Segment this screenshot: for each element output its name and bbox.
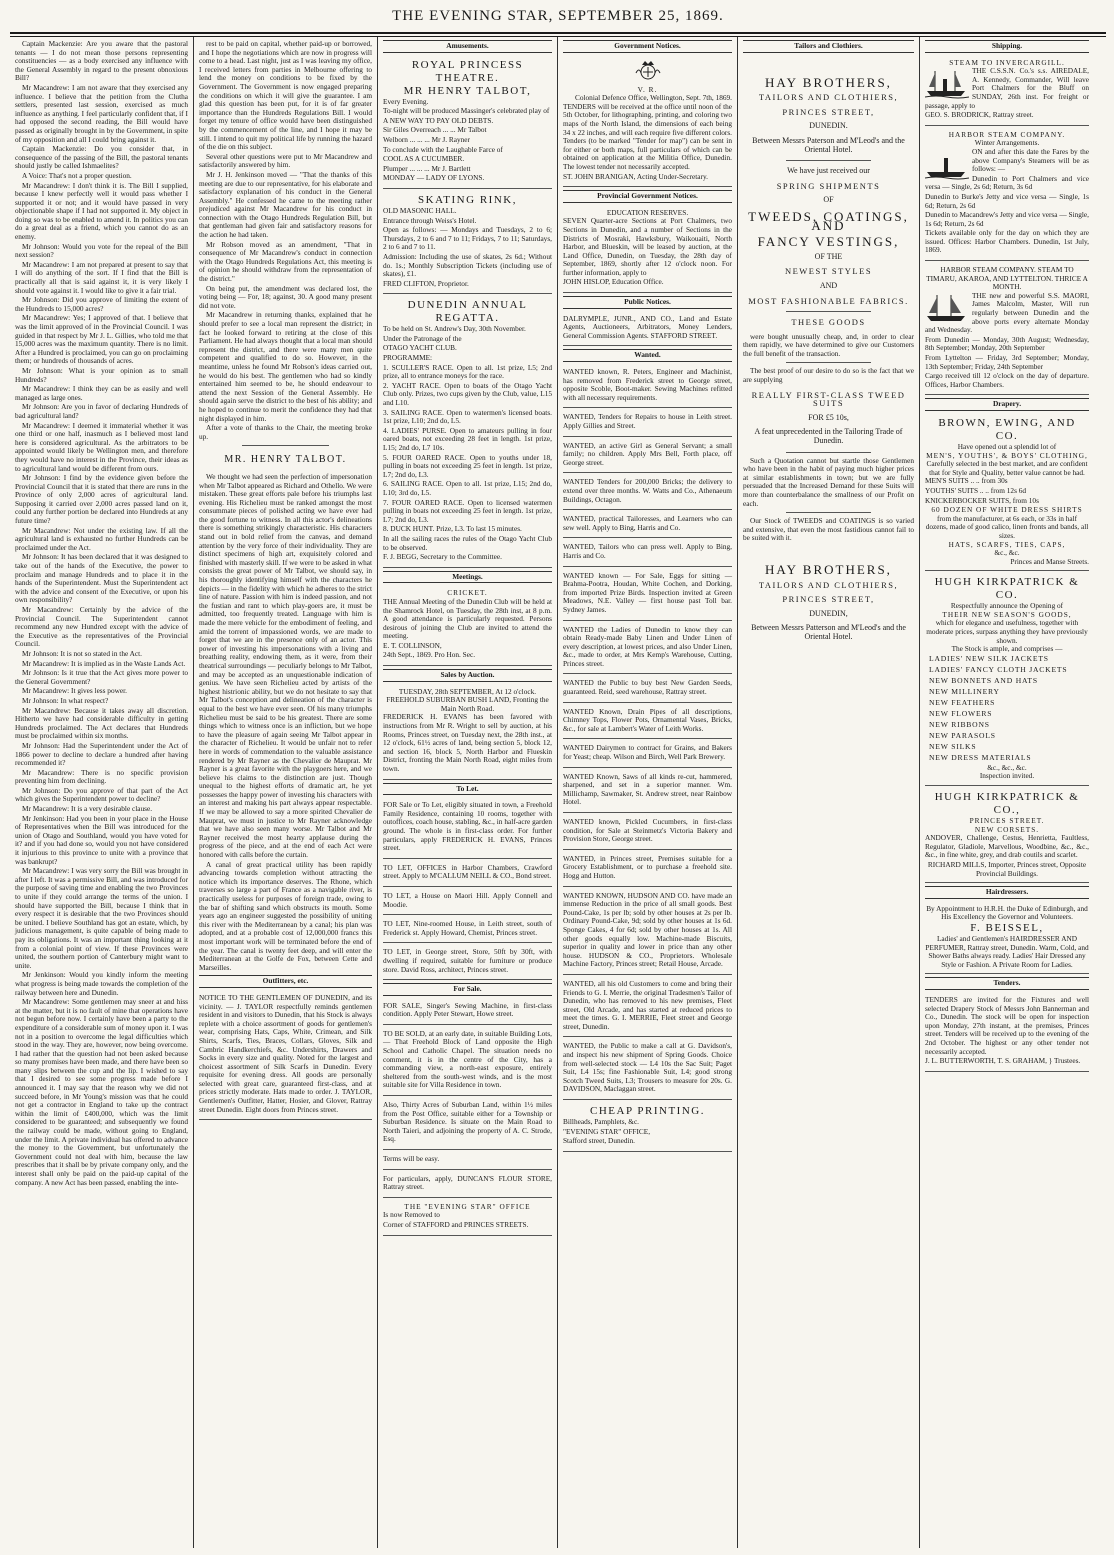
report-paragraph: Mr Macandrew: Not under the existing law. If all the agricultural land is exhausted no further Hundreds can be proclaimed under the Act. xyxy=(15,525,188,552)
goods-item: NEW DRESS MATERIALS xyxy=(929,752,1032,762)
wanted-ads xyxy=(563,366,732,1100)
print-lines xyxy=(563,1118,732,1146)
wanted-ad-text: WANTED Dairymen to contract for Grains, and Bakers for Yeast; cheap. Wilson and Birch, Well Park Brewery. xyxy=(563,743,732,762)
bought-text: were bought unusually cheap, and, in order to clear them rapidly, we have determined to give our Customers the full benefit of the transaction. xyxy=(743,331,914,358)
report-paragraph: After a vote of thanks to the Chair, the meeting broke up. xyxy=(199,423,372,441)
report-paragraph: Mr Johnson: It has been declared that it was designed to take out of the hands of the Executive, the power to proclaim and manage Hundreds and to place it in the hands of the Superintendent. Must the Superintendent act with the advice and consent of the Executive, or upon his own responsibility? xyxy=(15,552,188,605)
wanted-ad-text: WANTED, practical Tailoresses, and Learners who can sew well. Apply to Bing, Harris and Co. xyxy=(563,514,732,532)
brown-hats: HATS, SCARFS, TIES, CAPS, xyxy=(948,539,1066,549)
ad-auction xyxy=(383,686,552,780)
hugh-inspection: Inspection invited. xyxy=(979,771,1035,781)
regatta-line: To be held on St. Andrew's Day, 30th November. xyxy=(383,324,526,334)
goods-item: NEW FEATHERS xyxy=(929,697,996,707)
wanted-ad xyxy=(563,366,732,408)
ad-harbor-steam xyxy=(925,129,1089,261)
regatta-item: 5. FOUR OARED RACE. Open to youths under 18, pulling in boats not exceeding 25 feet in length. 1st prize, L7; 2nd do, L3. xyxy=(383,452,552,479)
hugh-body-2: which for elegance and usefulness, together with moderate prices, surpass anything they have previously shown. xyxy=(926,618,1088,645)
to-let-ad-text: TO LET, Nine-roomed House, in Leith street, south of Frederick st. Apply Howard, Chemist, Princes street. xyxy=(383,919,552,937)
price-line: KNICKERBOCKER SUITS, from 10s xyxy=(925,495,1039,505)
tenders-signature: J. L. BUTTERWORTH, T. S. GRAHAM, } Trustees. xyxy=(925,1056,1081,1066)
wanted-ad-text: WANTED, Tenders for Repairs to house in Leith street. Apply Gillies and Street. xyxy=(563,412,732,430)
hugh-body: Respectfully announce the Opening of xyxy=(950,601,1064,611)
brown-prices xyxy=(925,477,1089,505)
report-paragraph: Mr Johnson: Are you in favor of declaring Hundreds of bad agricultural land? xyxy=(15,402,188,420)
brown-address: Princes and Manse Streets. xyxy=(1010,556,1089,566)
hugh2-street: PRINCES STREET. xyxy=(969,816,1045,826)
gov-vr: V. R. xyxy=(637,84,658,94)
ad-cricket xyxy=(383,587,552,666)
wanted-ad xyxy=(563,541,732,566)
column-4 xyxy=(558,37,738,1548)
columns xyxy=(10,36,1106,1548)
proof-text: The best proof of our desire to do so is the fact that we are supplying xyxy=(743,366,914,385)
ad-invercargill xyxy=(925,57,1089,126)
wanted-ad xyxy=(563,570,732,621)
goods-item: NEW FLOWERS xyxy=(929,708,993,718)
section-outfitters: Outfitters, etc. xyxy=(199,975,372,988)
section-amusements: Amusements. xyxy=(383,40,552,53)
brown-shirts: 60 DOZEN OF WHITE DRESS SHIRTS xyxy=(931,505,1083,515)
star-lines xyxy=(383,1211,552,1229)
star-line: Is now Removed to xyxy=(383,1210,440,1220)
wanted-ad xyxy=(563,1040,732,1100)
wanted-ad xyxy=(563,677,732,702)
to-let-ad xyxy=(383,890,552,915)
report-paragraph: Mr Johnson: What is your opinion as to small Hundreds? xyxy=(15,365,188,384)
report-paragraph: Mr Macandrew: It is a very desirable clause. xyxy=(22,804,153,814)
to-let-ads xyxy=(383,799,552,980)
for-sale-ad xyxy=(383,1000,552,1025)
firm-city: DUNEDIN. xyxy=(809,121,848,131)
brown-body: Have opened out a splendid lot of xyxy=(957,441,1057,451)
steamship-icon xyxy=(925,67,969,99)
wanted-ad xyxy=(563,624,732,675)
ad-kirkpatrick xyxy=(925,574,1089,786)
hugh-goods: THEIR NEW SEASON'S GOODS, xyxy=(942,609,1072,619)
print-line: Billheads, Pamphlets, &c. xyxy=(563,1117,640,1127)
hair-name: F. BEISSEL, xyxy=(970,921,1044,934)
rink-title: SKATING RINK, xyxy=(418,193,517,206)
of-label: OF xyxy=(823,195,834,205)
wanted-ad-text: WANTED, the Public to make a call at G. Davidson's, and inspect his new shipment of Spring Goods. Choice from well-selected stock — L4 10s the Sac Suit; Paget Suit, L4 15s; fine Fashionable Suit, L4; good strong Scotch Tweed Suits, L3; Trousers to measure for 20s. G. DAVIDSON, Maclaggan street. xyxy=(563,1041,732,1094)
schedule-line: From Dunedin — Monday, 30th August; Wednesday, 8th September; Monday, 20th September xyxy=(925,334,1089,353)
public-body: DALRYMPLE, JUNR., AND CO., Land and Estate Agents, Auctioneers, Arbitrators, Money Lenders, General Commission Agents. STAFFORD STREET. xyxy=(563,313,732,340)
divider xyxy=(786,512,872,513)
theatre-title: ROYAL PRINCESS THEATRE. xyxy=(411,58,524,84)
goods-item: NEW SILKS xyxy=(929,741,977,751)
timaru-schedule xyxy=(925,336,1089,371)
to-let-ad-text: TO LET, OFFICES in Harbor Chambers, Crawford street. Apply to M'CALLUM NEILL & CO., Bond street. xyxy=(383,862,552,881)
report-continued xyxy=(199,40,372,441)
goods-item: NEW MILLINERY xyxy=(929,686,1000,696)
theatre-line: MONDAY — LADY OF LYONS. xyxy=(383,173,485,183)
regatta-item: 7. FOUR OARED RACE. Open to licensed watermen pulling in boats not exceeding 25 feet in length. 1st prize, L7; 2nd do, L3. xyxy=(383,497,552,524)
wanted-ad-text: WANTED known, R. Peters, Engineer and Machinist, has removed from Frederick street to George street, opposite Scoble, Boot-maker. Sewing Machines refitted with all necessary requirements. xyxy=(563,367,732,402)
report-paragraph: Mr Macandrew: It is implied as in the Waste Lands Act. xyxy=(22,658,186,668)
firm-street: PRINCES STREET, xyxy=(782,106,875,117)
divider xyxy=(242,445,329,446)
wanted-ad xyxy=(563,411,732,436)
report-paragraph: Mr J. H. Jenkinson moved — "That the thanks of this meeting are due to our representative, for his elaborate and satisfactory explanation of his conduct in the General Assembly." He confessed he came to the meeting rather prejudiced against Mr Macandrew for his conduct in connection with the Otago Hundreds Regulation Bill, but that gentleman had given fair and satisfactory reasons for the action he had taken. xyxy=(199,169,372,240)
brown-body-3: from the manufacturer, at 6s each, or 33s in half dozens, made of good calico, linen fronts and bands, all sizes. xyxy=(925,513,1089,540)
wanted-ad-text: WANTED, an active Girl as General Servant; a small family; no children. Apply Mrs Bell, Forth place, off George street. xyxy=(563,440,732,467)
vestings-line: FANCY VESTINGS, xyxy=(757,234,900,250)
report-paragraph: A Voice: That's not a proper question. xyxy=(22,170,132,180)
section-hairdressers: Hairdressers. xyxy=(925,886,1089,899)
to-let-ad xyxy=(383,799,552,859)
fare-line: Dunedin to Macandrew's Jetty and vice versa — Single, 1s 6d; Return, 2s 6d xyxy=(925,210,1089,228)
firm-name-2: HAY BROTHERS, xyxy=(765,561,892,577)
section-government: Government Notices. xyxy=(563,40,732,53)
to-let-ad xyxy=(383,862,552,887)
gov-office: Colonial Defence Office, Wellington, Sept. 7th, 1869. xyxy=(574,93,732,103)
report-paragraph: Mr Johnson: It is not so stated in the Act. xyxy=(22,648,142,658)
hugh-stock: The Stock is ample, and comprises — xyxy=(951,644,1063,654)
for-sale-ad xyxy=(383,1153,552,1170)
wanted-ad xyxy=(563,771,732,813)
report-paragraph: Mr Johnson: Had the Superintendent under the Act of 1866 power to decline to declare a hundred after having recommended it? xyxy=(15,740,188,768)
rink-line: Entrance through Weiss's Hotel. xyxy=(383,215,477,225)
feat-text: A feat unprecedented in the Tailoring Trade of Dunedin. xyxy=(754,427,903,446)
regatta-item: 3. SAILING RACE. Open to watermen's licensed boats. 1st prize, L10; 2nd do, L5. xyxy=(383,407,552,426)
report-paragraph: Mr Johnson: Do you approve of that part of the Act which gives the Superintendent power to decline? xyxy=(15,785,188,804)
timaru-body: THE new and powerful S.S. MAORI, James Malcolm, Master, Will run regularly between Dunedin and the above ports every alternate Monday and Wednesday. xyxy=(925,290,1089,335)
hugh-title: HUGH KIRKPATRICK & CO. xyxy=(934,576,1080,602)
prov-title: EDUCATION RESERVES. xyxy=(606,207,689,217)
goods-item: NEW RIBBONS xyxy=(929,719,990,729)
wanted-ad xyxy=(563,706,732,740)
for-sale-ad-text: Also, Thirty Acres of Suburban Land, within 1½ miles from the Post Office, suitable either for a Township or Suburban Residence. Is situate on the Main Road to North Taieri, and adjoining the property of A. C. Strode, Esq. xyxy=(383,1100,552,1144)
ad-kirkpatrick-corsets xyxy=(925,789,1089,883)
firm-between-2: Between Messrs Patterson and M'Leod's and the Oriental Hotel. xyxy=(751,623,906,641)
report-paragraph: Several other questions were put to Mr Macandrew and satisfactorily answered by him. xyxy=(199,151,372,170)
cricket-body: THE Annual Meeting of the Dunedin Club will be held at the Shamrock Hotel, on Tuesday, the 28th inst, at 8 p.m. A good attendance is particularly requested. Persons desirous of joining the Club are invited to attend the meeting. xyxy=(383,596,552,641)
steamship-icon xyxy=(925,148,969,180)
report-paragraph: Mr Macandrew in returning thanks, explained that he should prefer to see a local man represent the district; in fact he looked forward to retiring at the close of this Parliament. He had always thought that a local man should represent the district, and there were many men quite competent and qualified to do so. However, in the meantime, unless he found Mr Robson's ideas carried out, he would do his best. The gentlemen who had so kindly entertained him seemed to be, he should endeavour to attend the next Session of the General Assembly. He should again serve the district to the best of his ability; and he hoped to continue to merit the confidence they had that night displayed in him. xyxy=(199,310,372,423)
gov-body: TENDERS will be received at the office until noon of the 5th October, for lithographing, printing, and coloring two maps of the North Island, the dimensions of each being 34 x 22 inches, and will each require five different colors. Tenders (to be marked "Tender for map") can be sent in for either or both maps, full particulars of which can be obtained on application at the Militia Office, Dunedin. The lowest tender not necessarily accepted. xyxy=(563,101,732,171)
cricket-title: CRICKET. xyxy=(447,588,488,598)
wanted-ad-text: WANTED, Tailors who can press well. Apply to Bing, Harris and Co. xyxy=(563,542,732,560)
section-for-sale: For Sale. xyxy=(383,983,552,996)
wanted-ad xyxy=(563,978,732,1038)
theatre-line: Every Evening. xyxy=(383,96,429,106)
to-let-ad xyxy=(383,946,552,980)
report-paragraph: Mr Johnson: I find by the evidence given before the Provincial Council that it is stated that there are runs in the Province of only 2,000 acres of agricultural land. Supposing it carried over 2,000 acres passed land on it, could any further portion be declared into Hundreds at any future time? xyxy=(15,473,188,526)
section-meetings: Meetings. xyxy=(383,571,552,584)
firm-trade-2: TAILORS AND CLOTHIERS, xyxy=(758,579,899,590)
report-paragraph: Mr Johnson: In what respect? xyxy=(22,695,109,705)
ad-tenders xyxy=(925,994,1089,1072)
regatta-item: 8. DUCK HUNT. Prize, L3. To last 15 minutes. xyxy=(383,524,522,534)
theatre-line: Sir Giles Overreach ... ... Mr Talbot xyxy=(383,125,487,135)
suit-price: FOR £5 10s, xyxy=(808,412,849,422)
auction-heading: FREEHOLD SUBURBAN BUSH LAND, Fronting the Main North Road. xyxy=(386,695,549,713)
report-paragraph: Mr Johnson: Would you vote for the repeal of the Bill next session? xyxy=(15,241,188,260)
firm-city-2: DUNEDIN, xyxy=(809,608,848,618)
rink-lines xyxy=(383,207,552,288)
goods-item: NEW BONNETS AND HATS xyxy=(929,675,1038,685)
section-tenders: Tenders. xyxy=(925,977,1089,990)
regatta-item: 4. LADIES' PURSE. Open to amateurs pulling in four oared boats, not exceeding 28 feet in length. 1st prize, L15; 2nd do, L7 10s. xyxy=(383,425,552,452)
prov-signature: JOHN HISLOP, Education Office. xyxy=(563,277,664,287)
hugh-etc: &c., &c., &c. xyxy=(987,762,1027,772)
to-let-ad xyxy=(383,918,552,943)
regatta-foot: In all the sailing races the rules of the Otago Yacht Club to be observed. xyxy=(383,533,552,552)
report-paragraph: rest to be paid on capital, whether paid-up or borrowed, and I hope the negotiations which are now in progress will come to a head. Last night, just as I was leaving my office, I received letters from parties in Melbourne offering to lend the money on conditions to be fixed by the Government. The Government is now engaged preparing the conditions on which it will give the guarantee. I am glad this question has been put, for it is of far greater importance than the Hundreds Regulations Bill. I would forget my tenure of office would have been distinguished by the commencement of the line, and I hope it may be still. I intend to quit my political life by running the hazard of the die on this subject. xyxy=(199,39,372,152)
wanted-ad xyxy=(563,513,732,538)
report-paragraph: Mr Jenkinson: Had you been in your place in the House of Representatives when the Bill was introduced for the union of Otago and Southland, would you have voted for it? and if you had done so, would you not have considered it injurious to this province to unite with a province that was bankrupt? xyxy=(15,813,188,866)
brown-title: BROWN, EWING, AND CO. xyxy=(938,416,1076,442)
rink-line: Admission: Including the use of skates, 2s 6d.; Without do. 1s.; Monthly Subscription Tickets (including use of skates), £1. xyxy=(383,251,552,279)
to-let-ad-text: TO LET, a House on Maori Hill. Apply Connell and Moodie. xyxy=(383,890,552,909)
wanted-ad xyxy=(563,890,732,975)
wanted-ad xyxy=(563,742,732,767)
these-goods: THESE GOODS xyxy=(791,317,866,328)
inv-signature: GEO. S. BRODRICK, Rattray street. xyxy=(925,110,1034,120)
regatta-line: Under the Patronage of the xyxy=(383,333,462,343)
report-paragraph: Mr Macandrew: It gives less power. xyxy=(22,686,127,696)
wanted-ad xyxy=(563,476,732,510)
report-paragraph: Mr Macandrew: Yes; I approved of that. I believe that was the limit approved of in the Provincial Council. I was guided in that respect by Mr J. L. Gillies, who told me that 15,000 acres was the maximum quantity. There is no limit. After a Hundred is proclaimed, you can go on proclaiming them; or hundreds of thousands of acres. xyxy=(15,313,188,366)
report-paragraph: On being put, the amendment was declared lost, the voting being — For, 18; against, 30. A good many present did not vote. xyxy=(199,283,372,310)
for-sale-ad xyxy=(383,1028,552,1096)
fare-line: Dunedin to Burke's Jetty and vice versa — Single, 1s 6d; Return, 2s 6d xyxy=(925,191,1089,210)
for-sale-ad-text: TO BE SOLD, at an early date, in suitable Building Lots, — That Freehold Block of Land opposite the High School and Catholic Chapel. The situation needs no comment, it is in the centre of the City, has a commanding view, a north-east exposure, entirely sheltered from the south-west winds, and is the most suitable site for Villa Residence in town. xyxy=(383,1028,552,1090)
theatre-line: To conclude with the Laughable Farce of xyxy=(383,144,503,154)
hair-appointment: By Appointment to H.R.H. the Duke of Edinburgh, and His Excellency the Governor and Volunteers. xyxy=(926,903,1088,922)
cricket-signature: E. T. COLLINSON, xyxy=(383,640,442,650)
section-provincial: Provincial Government Notices. xyxy=(563,190,732,203)
column-3 xyxy=(378,37,558,1548)
firm-trade: TAILORS AND CLOTHIERS, xyxy=(758,92,899,103)
ad-beissel xyxy=(925,903,1089,975)
for-sale-ads xyxy=(383,1000,552,1198)
section-public-notices: Public Notices. xyxy=(563,296,732,309)
column-5-hay-brothers xyxy=(738,37,920,1548)
theatre-line: COOL AS A CUCUMBER. xyxy=(383,154,465,164)
regatta-title: DUNEDIN ANNUAL REGATTA. xyxy=(407,299,528,325)
firm-street-2: PRINCES STREET, xyxy=(782,594,875,605)
tweed-suits: REALLY FIRST-CLASS TWEED SUITS xyxy=(751,389,906,409)
ad-theatre xyxy=(383,57,552,189)
fare-line: Dunedin to Port Chalmers and vice versa — Single, 2s 6d; Return, 3s 6d xyxy=(925,173,1089,192)
report-paragraph: Mr Macandrew: Certainly by the advice of the Provincial Council. The Superintendent cannot recommend any new Hundred except with the advice of the Executive as the representatives of the Provincial Council. xyxy=(15,605,188,649)
prov-body: SEVEN Quarter-acre Sections at Port Chalmers, two Sections in Dunedin, and a number of Sections in the Districts of Mosraki, Hawksbury, Waikouaiti, North Harbor, and Blueskin, will be leased by auction, at the Land Office, Dunedin, on Tuesday, the 28th day of September, 1869, shortly after 12 o'clock noon. For further information, apply to xyxy=(563,216,732,277)
ad-evening-star-office xyxy=(383,1201,552,1236)
column-6 xyxy=(920,37,1094,1548)
royal-crest-icon xyxy=(633,59,663,83)
corsets-title: NEW CORSETS. xyxy=(974,824,1040,834)
report-paragraphs xyxy=(15,40,188,1187)
theatre-line: A NEW WAY TO PAY OLD DEBTS. xyxy=(383,115,494,125)
goods-item: LADIES' NEW SILK JACKETS xyxy=(929,653,1049,663)
talbot-article xyxy=(199,473,372,972)
firm-name: HAY BROTHERS, xyxy=(765,74,892,90)
wanted-ad-text: WANTED Tenders for 200,000 Bricks; the delivery to extend over three months. W. Watts and Co., Athenaeum Buildings, Octagon. xyxy=(563,477,732,504)
report-paragraph: Mr Macandrew: I am not aware that they exercised any influence. I believe that the petition from the Clutha settlers, presented last session, exercised as much influence as anything. I feel particularly confident that, if I had opposed the second reading, the Bill would have passed as originally brought in by the Government, in spite of my opposition and all I could bring against it. xyxy=(15,82,188,144)
regatta-programme xyxy=(383,364,552,534)
report-paragraph: Mr Macandrew: I think they can be as easily and well managed as large ones. xyxy=(15,384,188,402)
report-paragraph: Mr Robson moved as an amendment, "That in consequence of Mr Macandrew's conduct in connection with the Otago Hundreds Regulations Act, this meeting is of opinion he should withdraw from the representation of the district." xyxy=(199,239,372,284)
hair-body: Ladies' and Gentlemen's HAIRDRESSER AND PERFUMER, Rattray street, Dunedin. Warm, Cold, and Shower Baths always ready. Ladies' Hair Dressed any Style or Fashion. A Private Room for Ladies. xyxy=(925,933,1089,969)
quote-text: Such a Quotation cannot but startle those Gentlemen who have been in the habit of paying much higher prices at similar establishments in town; but we are fully persuaded that the Increased Demand for these Suits will more than counterbalance the smallness of our Profit on each. xyxy=(743,455,914,508)
received-line: We have just received our xyxy=(787,166,870,176)
divider xyxy=(786,160,872,161)
talbot-heading: MR. HENRY TALBOT. xyxy=(224,454,347,466)
timaru-title: HARBOR STEAM COMPANY. STEAM TO TIMARU, AKAROA, AND LYTTELTON. THRICE A MONTH. xyxy=(926,265,1088,292)
ad-brown-ewing xyxy=(925,415,1089,571)
price-line: YOUTHS' SUITS .. .. from 12s 6d xyxy=(925,485,1027,495)
regatta-item: 6. SAILING RACE. Open to all. 1st prize, L15; 2nd do, L10; 3rd do, L5. xyxy=(383,479,552,497)
regatta-lines xyxy=(383,325,552,362)
for-sale-ad xyxy=(383,1173,552,1198)
inv-title: STEAM TO INVERCARGILL. xyxy=(949,57,1065,67)
theatre-lines xyxy=(383,98,552,183)
ad-dalrymple xyxy=(563,313,732,347)
harbor-title: HARBOR STEAM COMPANY. xyxy=(948,129,1066,139)
schedule-line: From Lyttelton — Friday, 3rd September; Monday, 13th September; Friday, 24th September xyxy=(925,353,1089,371)
wanted-ad-text: WANTED known — For Sale, Eggs for sitting — Brahma-Pootra, Houdan, White Cochen, and Dorking, from imported Prize Birds. Inspection invited at Green Meadows, N.E. Valley — first house past Toll bar. Sydney James. xyxy=(563,570,732,614)
harbor-sub: Winter Arrangements. xyxy=(974,138,1040,148)
for-sale-ad xyxy=(383,1099,552,1150)
newest-styles: NEWEST STYLES xyxy=(784,266,873,277)
section-to-let: To Let. xyxy=(383,783,552,796)
tenders-body: TENDERS are invited for the Fixtures and well selected Drapery Stock of Messrs John Bannerman and Co., Dunedin. The stock will be open for inspection upon Monday, 27th instant, at the premises, Princes street. Tenders will be received up to the evening of the 2nd October. The highest or any other tender not necessarily accepted. xyxy=(925,994,1089,1056)
section-tailors: Tailors and Clothiers. xyxy=(743,40,914,53)
ad-taylor-outfitter xyxy=(199,992,372,1120)
wanted-ad-text: WANTED the Ladies of Dunedin to know they can obtain Ready-made Baby Linen and Under Linen of every description, at lowest prices, and also Under Linen, &c., made to order, at Mrs Kemp's Warehouse, Cutting, Princes street. xyxy=(563,624,732,668)
report-paragraph: Mr Macandrew: I deemed it immaterial whether it was one third or one half, inasmuch as I believed most land here is considered agricultural. As the arbitrators to be appointed would likely be Wellington men, and therefore they would have no interest in the Province, their ideas as to agricultural land would be different from ours. xyxy=(15,420,188,473)
to-let-ad-text: TO LET, in George street, Store, 50ft by 30ft, with dwelling if required, suitable for furniture or produce store. David Ross, architect, Princes street. xyxy=(383,947,552,974)
price-line: MEN'S SUITS .. .. from 30s xyxy=(925,476,1008,486)
rink-line: Open as follows: — Mondays and Tuesdays, 2 to 6; Thursdays, 2 to 6 and 7 to 11; Fridays, 7 to 11; Saturdays, 2 to 6 and 7 to 11. xyxy=(383,225,552,252)
and-label: AND xyxy=(819,280,838,290)
spring-shipments: SPRING SHIPMENTS xyxy=(776,180,881,191)
ad-text: NOTICE TO THE GENTLEMEN OF DUNEDIN, and its vicinity. — J. TAYLOR respectfully reminds gentlemen resident in and visitors to Dunedin, that his Stock is always replete with a choice assortment of goods for gentlemen's wear, comprising Hats, Caps, White, Crimean, and Silk Shirts, Scarfs, Ties, Braces, Collars, Gloves, Silk and Cambric Handkerchiefs, &c. Undershirts, Drawers and Socks in every size and quality. Noted for the largest and choicest assortment of Silk Scarfs in Dunedin. Every requisite for evening dress. All goods are personally selected with great care, guaranteed first-class, and at prices strictly moderate. Hats made to order. J. TAYLOR, Gentlemen's Outfitter, Hatter, Hosier, and Glover, Rattray street Dunedin. Eight doors from Princes street. xyxy=(199,992,372,1114)
regatta-line: PROGRAMME: xyxy=(383,353,433,363)
tweeds-line: TWEEDS, COATINGS, AND xyxy=(748,208,909,233)
regatta-signature: F. J. BEGG, Secretary to the Committee. xyxy=(383,552,502,562)
timaru-foot: Cargo received till 12 o'clock on the day of departure. Offices, Harbor Chambers. xyxy=(925,371,1089,389)
ad-cheap-printing xyxy=(563,1103,732,1152)
corsets-signature: RICHARD MILLS, Importer, Princes street, Opposite Provincial Buildings. xyxy=(927,860,1087,878)
report-paragraph: Mr Macandrew: I am not prepared at present to say that I will do anything of the sort. If I find that the Bill is practically all that is said against it, it is very likely I should vote against it. I would like to give it a fair trial. xyxy=(15,259,188,295)
goods-item: LADIES' FANCY CLOTH JACKETS xyxy=(929,664,1068,674)
wanted-ad-text: WANTED Known, Drain Pipes of all descriptions, Chimney Tops, Flower Pots, Ornamental Vases, Bricks, &c., for sale at Lambert's Water of Leith Works. xyxy=(563,706,732,733)
report-paragraph: Mr Macandrew: I don't think it is. The Bill I supplied, because I knew perfectly well it would pass whether I supported it or not; and it would have passed in very objectionable shape if I had not supported it. My object in doing so was to be enabled to amend it. In politics you can do a great deal as a friend, which you cannot do as an enemy. xyxy=(15,180,188,242)
section-auction: Sales by Auction. xyxy=(383,669,552,682)
regatta-item: 1. SCULLER'S RACE. Open to all. 1st prize, L5; 2nd prize, all to entrance moneys for the race. xyxy=(383,362,552,381)
theatre-performer: MR HENRY TALBOT, xyxy=(403,84,532,97)
wanted-ad-text: WANTED the Public to buy best New Garden Seeds, guaranteed. Reid, seed warehouse, Rattray street. xyxy=(563,678,732,697)
rink-line: FRED CLIFTON, Proprietor. xyxy=(383,278,469,288)
report-paragraph: Mr Macandrew: I was very sorry the Bill was brought in after I left. It was a permissive Bill, and was introduced for the purpose of saving time and enabling the two Provinces to unite if they could arrange the terms of the union. I should have supported the Bill, because I think that in every respect it is desirable that the two Provinces should be united. I believe Southland has got an estate, which, by judicious management, is quite capable of being made to pay its obligations. It was an important thing looking at it from a colonial point of view. If these Provinces were united, the southern portion of Canterbury might want to unite. xyxy=(15,866,188,970)
for-sale-ad-text: FOR SALE, Singer's Sewing Machine, in first-class condition. Apply Peter Stewart, Howe street. xyxy=(383,1000,552,1019)
divider xyxy=(786,311,872,312)
masthead: THE EVENING STAR, SEPTEMBER 25, 1869. xyxy=(10,6,1106,34)
theatre-line: Plumper ... ... ... Mr J. Bartlett xyxy=(383,163,471,173)
to-let-ad-text: FOR Sale or To Let, eligibly situated in town, a Freehold Family Residence, containing 10 rooms, together with outoffices, coach house, stabling, &c., in half-acre garden ground. The whole is in first-class order. For further particulars, apply FREDERICK H. EVANS, Princes street. xyxy=(383,800,552,853)
stock-text: Our Stock of TWEEDS and COATINGS is so varied and extensive, that even the most fastidious cannot fail to be suited with it. xyxy=(743,516,914,543)
column-1-report xyxy=(10,37,194,1548)
goods-item: NEW PARASOLS xyxy=(929,730,996,740)
report-paragraph: Mr Johnson: Is it true that the Act gives more power to the General Government? xyxy=(15,668,188,686)
auction-date: TUESDAY, 28th SEPTEMBER, At 12 o'clock. xyxy=(398,686,537,696)
ad-timaru xyxy=(925,264,1089,395)
report-paragraph: Captain Mackenzie: Do you consider that, in consequence of the passing of the Bill, the pastoral tenants should justly be called Ishmaelites? xyxy=(15,144,188,171)
for-sale-ad-text: For particulars, apply, DUNCAN'S FLOUR STORE, Rattray street. xyxy=(383,1173,552,1192)
rink-line: OLD MASONIC HALL. xyxy=(383,205,457,215)
regatta-line: OTAGO YACHT CLUB. xyxy=(383,343,457,353)
report-paragraph: Captain Mackenzie: Are you aware that the pastoral tenants — I do not mean those persons representing constituencies — as a body exercised any influence with the General Assembly in regard to the present obnoxious Bill? xyxy=(15,39,188,83)
report-paragraph: Mr Macandrew: Because it takes away all discretion. Hitherto we have had considerable difficulty in getting Hundreds proclaimed. The Act declares that Hundreds must be proclaimed within six months. xyxy=(15,705,188,741)
of-the-label: OF THE xyxy=(814,251,843,261)
wanted-ad-text: WANTED KNOWN, HUDSON AND CO. have made an immense Reduction in the price of all small goods. Best Pound-Cake, 1s per lb; sold by other houses at 2s per lb. Ordinary Pound-Cake, 9d; sold by other houses at 1s 6d. Sponge Cakes, 4 for 6d; sold by other houses at 1s. All other goods equally low. Machine-made Biscuits, superior in quality and lower in price than any other house. HUDSON & CO., Proprietors. Wholesale Machine Factory, Princes street; Retail House, Arcade. xyxy=(563,890,732,969)
auction-body: FREDERICK H. EVANS has been favored with instructions from Mr R. Wright to sell by auction, at his Rooms, Princes street, on Tuesday next, the 28th inst., at 12 o'clock, 61½ acres of land, being section 5, block 12, and section 16, block 5, North Harbor and Flueskin District, fronting the Main North Road, eight miles from town. xyxy=(383,712,552,773)
theatre-line: To-night will be produced Massinger's celebrated play of xyxy=(383,106,550,116)
harbor-fares xyxy=(925,175,1089,229)
article-paragraph: A canal of great practical utility has been rapidly advancing towards completion without attracting the notice which its importance deserves. The Rhone, which traverses so large a part of France as a navigable river, is practically useless for purposes of foreign trade, owing to the bar of shifting sand which obstructs its mouth. Some years ago an engineer suggested the possibility of uniting this river with the Mediterranean by a canal; his plan was adopted, and at a probable cost of 12,000,000 francs this most important work will be terminated before the end of the year. The canal is twenty feet deep, and will enter the Mediterranean at the Golfe de Fox, between Cette and Marseilles. xyxy=(199,859,372,972)
wanted-ad-text: WANTED known, Pickled Cucumbers, in first-class condition, for Sale at Steinmetz's Victoria Bakery and Provision Store, George street. xyxy=(563,817,732,844)
ad-defence-office xyxy=(563,57,732,188)
print-title: CHEAP PRINTING. xyxy=(590,1105,705,1118)
ad-regatta xyxy=(383,297,552,567)
brown-body-2: Carefully selected in the best market, and are confident that for Style and Quality, better value cannot be had. xyxy=(926,459,1088,477)
hugh2-title: HUGH KIRKPATRICK & CO., xyxy=(934,791,1080,817)
for-sale-ad-text: Terms will be easy. xyxy=(383,1154,440,1163)
divider xyxy=(786,452,872,453)
divider xyxy=(786,362,872,363)
theatre-line: Welborn ... ... ... Mr J. Rayner xyxy=(383,134,470,144)
ad-education-reserves xyxy=(563,207,732,293)
article-paragraph: We thought we had seen the perfection of impersonation when Mr Talbot appeared as Richard and Othello. We were mistaken. These great efforts pale before his triumphs last evening. His Richelieu must be ranked amongst the most consummate pieces of polished acting we have ever had the good fortune to witness. In all this actor's delineations there is something strikingly characteristic. His characters stand out in bold relief from the canvas, and demand attention by the very force of their individuality. They are distinct specimens of high art, exquisitely colored and finished with masterly skill. If we were to be asked in what consists the great power of Mr Talbot, we should say, in his thoroughly identifying himself with the characters he depicts — in the fidelity with which he adheres to the strict line of nature. Passion with him is indeed passion, and not the fustian and rant to which play-goers are, it must be admitted, too frequently treated. Language with him is made the mere vehicle for the embodiment of feeling, and amid the torrent of impassioned words, we are made to forget that we are in the presence only of an actor. This power of investing his impersonations with a living and breathing reality, endowing them, as it were, from their theatrical surroundings — peculiarly belongs to Mr Talbot, and may be accepted as an unquestionable indication of genius. We have seen Richelieu acted by artists of the highest histrionic ability, but we do not hesitate to say that Mr Talbot's conception and delineation of the character is equal to the best we have ever seen. Of his many triumphs Richelieu must be said to be his greatest. There are some things which to witness once is an infliction, but we hope to have the pleasure of again seeing Mr Talbot appear in the character of Richelieu. It would be unfair not to refer here in words of commendation to the valuable assistance rendered by Mr Rayner as the Chevalier de Mauprat. Mr Rayner is a great favorite with the playgoers here, and we believe his claims to the distinction are just. Though unequal to the highest efforts of dramatic art, he yet possesses the happy power of investing his characters with an interest and making his part always appear respectable. If we may be allowed to say a more spirited Chevalier de Mauprat, we must in justice to Mr Rayner acknowledge that we have also seen many worse. Mr Talbot and Mr Rayner received the most hearty applause during the progress of the piece, and at the end of each Act were honored with calls before the curtain. xyxy=(199,471,372,860)
fashionable-fabrics: MOST FASHIONABLE FABRICS. xyxy=(748,295,909,306)
regatta-item: 2. YACHT RACE. Open to boats of the Otago Yacht Club only. Prizes, two cups given by the Club, value, L15 and L10. xyxy=(383,380,552,408)
wanted-ad xyxy=(563,440,732,474)
report-paragraph: Mr Jenkinson: Would you kindly inform the meeting what progress is being made towards the completion of the railway between here and Dunedin. xyxy=(15,970,188,997)
section-wanted: Wanted. xyxy=(563,349,732,362)
report-paragraph: Mr Macandrew: There is no specific provision preventing him from declining. xyxy=(15,767,188,786)
harbor-foot: Tickets available only for the day on which they are issued. Offices: Harbor Chambers. Dunedin, 1st July, 1869. xyxy=(925,228,1089,255)
wanted-ad xyxy=(563,816,732,850)
firm-between: Between Messrs Paterson and M'Leod's and the Oriental Hotel. xyxy=(752,135,905,154)
brown-etc: &c., &c. xyxy=(994,548,1020,558)
column-2 xyxy=(194,37,378,1548)
wanted-ad-text: WANTED Known, Saws of all kinds re-cut, hammered, sharpened, and set in a superior manner. Wm. Millichamp, Sawmaker, St. Andrew street, near Rainbow Hotel. xyxy=(563,771,732,807)
hugh-goods-list xyxy=(925,654,1089,763)
corsets-body: ANDOVER, Challenge, Cestus, Henrietta, Faultless, Regulator, Gladiole, Marvellous, Woodbine, &c., &c., &c., in fine white, grey, and drab coutils and scarlet. xyxy=(925,833,1089,860)
steamship-icon xyxy=(925,292,969,324)
report-paragraph: Mr Macandrew: Some gentlemen may sneer at and hiss at the matter, but it is no fault of mine that operations have not begun before now. I certainly have been a party to the expenditure of a considerable sum of money upon it. I was not in a position to overcome the legal difficulties which stood in the way. They are, however, now being overcome. I had rather that the question had not been asked because so many promises have been made, and there have been so many slips between the cup and the lip. I wished to say that I desired to see some progress made before I announced it. I may say that the reason why we did not succeed before, in Mr Young's mission was that he could not get a contractor in England to take up the contract within the limit of £400,000, which was the limit considered to be guaranteed; and subsequently we found the railway could be made, without going to England, under the limit. A private individual has offered to advance the money to the Government, but unfortunately the Government could not deal with him, because the law prescribes that it shall be by private company only, and the interest shall only be paid on the paid-up capital of the company. A new Act has been passed, enabling the inte- xyxy=(15,997,188,1187)
inv-body: THE C.S.S.N. Co.'s s.s. AIREDALE, A. Kennedy, Commander, Will leave Port Chalmers for the Bluff on SUNDAY, 26th inst. For freight or passage, apply to xyxy=(925,66,1089,110)
gov-signature: ST. JOHN BRANIGAN, Acting Under-Secretary. xyxy=(563,171,708,181)
print-line: Stafford street, Dunedin. xyxy=(563,1136,636,1146)
print-line: "EVENING STAR" OFFICE, xyxy=(563,1126,651,1136)
star-title: THE "EVENING STAR" OFFICE xyxy=(404,1201,531,1211)
ad-skating-rink xyxy=(383,192,552,294)
wanted-ad-text: WANTED, all his old Customers to come and bring their Friends to G. I. Merrie, the original Tradesmen's Tailor of Dunedin, who has removed to his new premises, Fleet street, Old Arcade, and has started at reduced prices to meet the times. G. I. MERRIE, Fleet street and George street, Dunedin. xyxy=(563,978,732,1031)
harbor-body: ON and after this date the Fares by the above Company's Steamers will be as follows: — xyxy=(972,146,1089,174)
cricket-date: 24th Sept., 1869. Pro Hon. Sec. xyxy=(383,650,476,660)
section-shipping: Shipping. xyxy=(925,40,1089,53)
star-line: Corner of STAFFORD and PRINCES STREETS. xyxy=(383,1219,529,1229)
wanted-ad-text: WANTED, in Princes street, Premises suitable for a Grocery Establishment, or to purchase a freehold site. Hogg and Hutton. xyxy=(563,853,732,880)
report-paragraph: Mr Johnson: Did you approve of limiting the extent of the Hundreds to 15,000 acres? xyxy=(15,295,188,313)
wanted-ad xyxy=(563,853,732,887)
section-drapery: Drapery. xyxy=(925,398,1089,411)
brown-clothing: MEN'S, YOUTHS', & BOYS' CLOTHING, xyxy=(926,450,1088,460)
